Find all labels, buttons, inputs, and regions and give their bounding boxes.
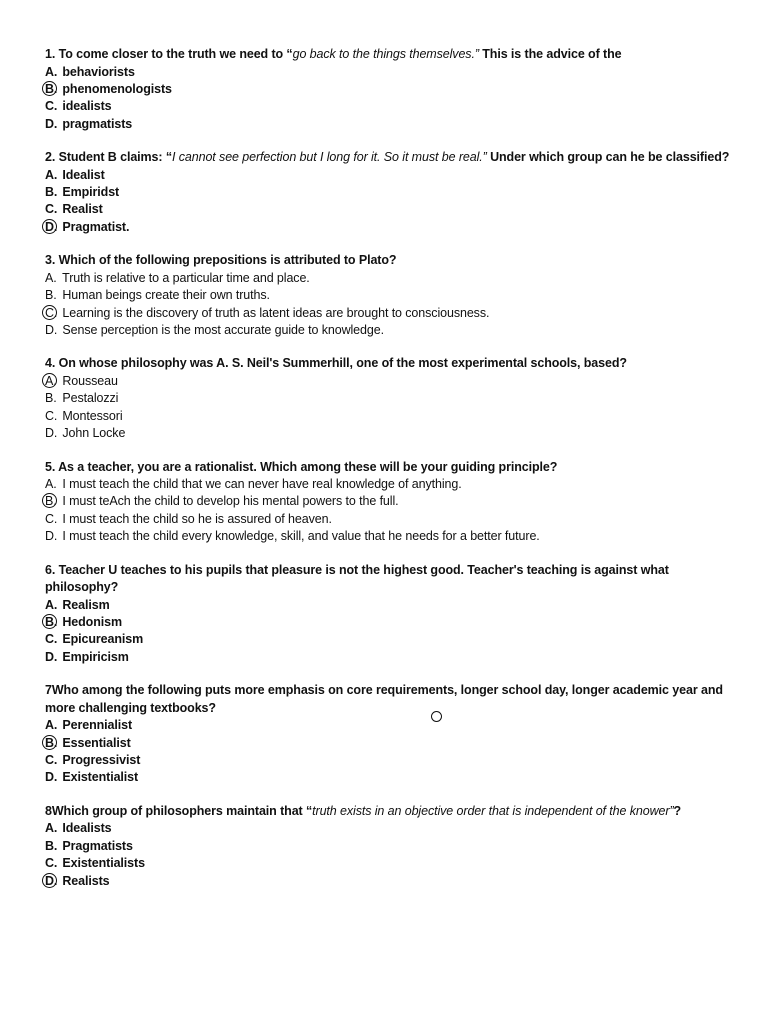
answer-option: [45, 873, 735, 890]
answer-circle-mark: [42, 373, 57, 388]
option-letter-text: A.: [45, 718, 58, 733]
question-block: [45, 149, 735, 236]
option-text: Empiridst: [59, 185, 120, 200]
question-text: [45, 252, 735, 270]
option-letter-text: B.: [45, 81, 58, 96]
option-text: Essentialist: [59, 735, 131, 750]
answer-option: [45, 116, 735, 133]
option-text: Pragmatists: [59, 838, 133, 853]
option-letter-text: B.: [45, 185, 58, 200]
option-text: Progressivist: [59, 753, 141, 768]
option-text: Hedonism: [59, 615, 122, 630]
option-text: Sense perception is the most accurate guide to knowledge.: [59, 322, 384, 337]
question-fragment: 3. Which of the following prepositions is attributed to Plato?: [45, 253, 397, 268]
question-fragment: 5. As a teacher, you are a rationalist. Which among these will be your guiding principle?: [45, 459, 558, 474]
answer-option: [45, 476, 735, 493]
option-letter-text: C.: [45, 408, 58, 423]
option-letter-text: B.: [45, 494, 57, 509]
question-text: [45, 355, 735, 373]
question-fragment: 7Who among the following puts more emphasis on core requirements, longer school day, longer academic year and more challenging textbooks?: [45, 683, 723, 715]
option-text: Empiricism: [59, 649, 129, 664]
option-text: John Locke: [59, 426, 126, 441]
option-letter-text: D.: [45, 529, 58, 544]
option-letter-text: B.: [45, 391, 57, 406]
option-letter: [45, 855, 59, 872]
option-letter-text: B.: [45, 615, 58, 630]
answer-option: [45, 287, 735, 304]
option-text: Realist: [59, 202, 103, 217]
option-text: I must teach the child that we can never have real knowledge of anything.: [59, 477, 462, 491]
answer-option: [45, 511, 735, 528]
question-text: [45, 459, 735, 477]
option-letter: [45, 219, 59, 236]
answer-option: [45, 838, 735, 855]
option-letter-text: B.: [45, 288, 57, 303]
option-letter: [45, 614, 59, 631]
option-text: Human beings create their own truths.: [59, 288, 270, 303]
option-letter-text: B.: [45, 735, 58, 750]
quiz-page: [45, 46, 735, 906]
option-text: Learning is the discovery of truth as latent ideas are brought to consciousness.: [59, 305, 490, 320]
answer-circle-mark: [42, 305, 57, 320]
option-letter-text: A.: [45, 167, 58, 182]
answer-circle-mark: [42, 873, 57, 888]
option-text: Epicureanism: [59, 632, 144, 647]
option-letter: [45, 201, 59, 218]
option-text: Truth is relative to a particular time and place.: [59, 270, 310, 285]
option-text: Idealists: [59, 821, 112, 836]
option-letter-text: D.: [45, 322, 58, 337]
answer-option: [45, 201, 735, 218]
option-letter: [45, 493, 59, 510]
option-text: Pestalozzi: [59, 391, 119, 406]
answer-circle-mark: [42, 735, 57, 750]
option-letter: [45, 98, 59, 115]
option-letter: [45, 425, 59, 442]
question-text: [45, 46, 735, 64]
answer-option: [45, 98, 735, 115]
answer-option: [45, 820, 735, 837]
question-fragment: 2. Student B claims: “: [45, 150, 172, 165]
answer-option: [45, 735, 735, 752]
option-letter: [45, 752, 59, 769]
answer-option: [45, 373, 735, 390]
option-letter: [45, 408, 59, 425]
option-letter: [45, 305, 59, 322]
option-text: phenomenologists: [59, 81, 172, 96]
option-text: Idealist: [59, 167, 105, 182]
option-text: behaviorists: [59, 64, 135, 79]
answer-option: [45, 390, 735, 407]
question-quote: go back to the things themselves.”: [292, 47, 479, 61]
question-fragment: 6. Teacher U teaches to his pupils that pleasure is not the highest good. Teacher's teaching is against what philosophy?: [45, 562, 669, 595]
question-block: [45, 803, 735, 890]
option-letter-text: D.: [45, 873, 58, 888]
option-letter: [45, 873, 59, 890]
option-letter: [45, 769, 59, 786]
question-fragment: This is the advice of the: [478, 47, 622, 61]
question-fragment: 1. To come closer to the truth we need to “: [45, 47, 293, 61]
answer-circle-mark: [42, 81, 57, 96]
option-letter-text: A.: [45, 821, 58, 836]
option-text: Existentialists: [59, 856, 145, 871]
answer-option: [45, 64, 735, 81]
option-letter-text: D.: [45, 116, 58, 131]
option-letter: [45, 322, 59, 339]
answer-circle-mark: [42, 614, 57, 629]
question-block: [45, 46, 735, 133]
option-letter-text: A.: [45, 477, 57, 491]
question-block: [45, 459, 735, 546]
option-letter-text: D.: [45, 426, 58, 441]
option-letter-text: A.: [45, 373, 57, 388]
option-letter: [45, 528, 59, 545]
option-letter: [45, 476, 59, 493]
question-fragment: 8Which group of philosophers maintain that “: [45, 803, 313, 818]
answer-option: [45, 597, 735, 614]
option-text: Montessori: [59, 408, 123, 423]
answer-option: [45, 631, 735, 648]
answer-option: [45, 493, 735, 510]
option-letter: [45, 735, 59, 752]
question-text: [45, 149, 735, 167]
answer-option: [45, 81, 735, 98]
question-text: [45, 803, 735, 821]
question-text: [45, 682, 735, 717]
option-letter: [45, 373, 59, 390]
option-letter-text: A.: [45, 64, 58, 79]
option-letter: [45, 649, 59, 666]
pen-mark: [431, 711, 442, 722]
option-letter-text: C.: [45, 753, 58, 768]
option-letter: [45, 287, 59, 304]
answer-option: [45, 855, 735, 872]
option-letter-text: C.: [45, 305, 58, 320]
option-letter-text: B.: [45, 838, 58, 853]
answer-option: [45, 614, 735, 631]
option-text: pragmatists: [59, 116, 133, 131]
option-text: I must teAch the child to develop his mental powers to the full.: [59, 494, 399, 509]
question-block: [45, 355, 735, 442]
answer-option: [45, 408, 735, 425]
option-text: idealists: [59, 99, 112, 114]
answer-circle-mark: [42, 219, 57, 234]
option-letter: [45, 167, 59, 184]
option-letter: [45, 838, 59, 855]
option-letter: [45, 184, 59, 201]
answer-option: [45, 769, 735, 786]
option-letter-text: C.: [45, 856, 58, 871]
option-letter: [45, 631, 59, 648]
answer-option: [45, 219, 735, 236]
option-text: Rousseau: [59, 373, 118, 388]
answer-option: [45, 528, 735, 545]
question-text: [45, 562, 735, 597]
option-letter: [45, 116, 59, 133]
option-letter-text: D.: [45, 219, 58, 234]
option-letter: [45, 511, 59, 528]
option-letter-text: C.: [45, 202, 58, 217]
option-text: I must teach the child so he is assured of heaven.: [59, 511, 332, 526]
question-fragment: ?: [673, 803, 682, 818]
option-text: Realism: [59, 597, 110, 612]
answer-option: [45, 425, 735, 442]
option-text: Pragmatist.: [59, 219, 130, 234]
answer-option: [45, 717, 735, 734]
option-letter: [45, 717, 59, 734]
option-letter: [45, 64, 59, 81]
question-fragment: 4. On whose philosophy was A. S. Neil's Summerhill, one of the most experimental schools, based?: [45, 356, 627, 371]
answer-option: [45, 167, 735, 184]
option-letter-text: D.: [45, 770, 58, 785]
option-letter: [45, 597, 59, 614]
option-text: Realists: [59, 873, 110, 888]
answer-option: [45, 184, 735, 201]
question-quote: I cannot see perfection but I long for it. So it must be real.”: [172, 150, 487, 165]
option-letter-text: C.: [45, 99, 58, 114]
option-letter-text: A.: [45, 270, 57, 285]
answer-option: [45, 649, 735, 666]
option-text: I must teach the child every knowledge, skill, and value that he needs for a better future.: [59, 529, 540, 544]
question-block: [45, 252, 735, 339]
option-letter: [45, 820, 59, 837]
option-letter-text: D.: [45, 649, 58, 664]
option-letter-text: C.: [45, 511, 58, 526]
option-letter: [45, 270, 59, 287]
option-letter: [45, 81, 59, 98]
answer-option: [45, 322, 735, 339]
option-letter-text: C.: [45, 632, 58, 647]
question-quote: truth exists in an objective order that is independent of the knower”: [312, 803, 674, 818]
answer-option: [45, 270, 735, 287]
option-letter-text: A.: [45, 597, 58, 612]
option-letter: [45, 390, 59, 407]
answer-option: [45, 305, 735, 322]
answer-option: [45, 752, 735, 769]
question-fragment: Under which group can he be classified?: [486, 150, 730, 165]
option-text: Perennialist: [59, 718, 133, 733]
question-block: [45, 682, 735, 787]
option-text: Existentialist: [59, 770, 139, 785]
question-block: [45, 562, 735, 667]
